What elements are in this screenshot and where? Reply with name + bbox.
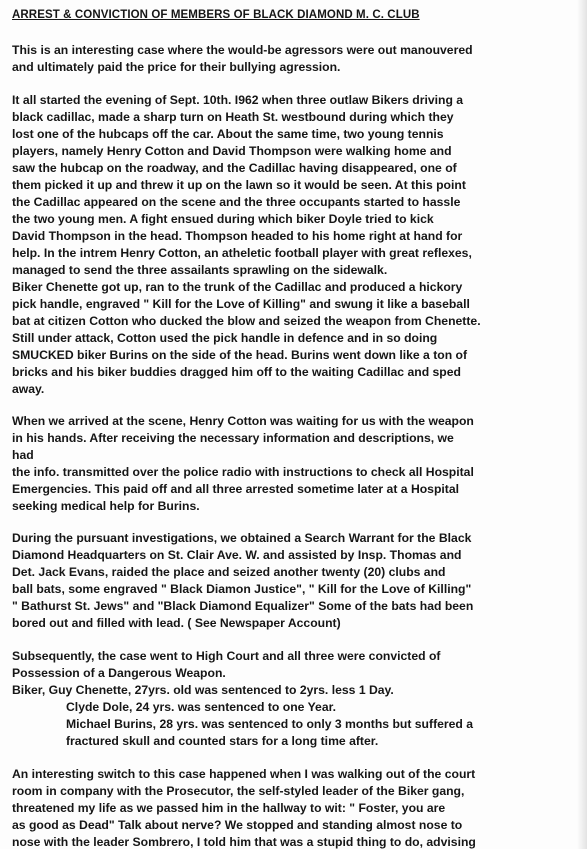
- text-line: When we arrived at the scene, Henry Cotton was waiting for us with the weapon: [12, 414, 474, 428]
- text-line: ball bats, some engraved " Black Diamon Justice", " Kill for the Love of Killing": [12, 582, 472, 596]
- text-line: Det. Jack Evans, raided the place and seized another twenty (20) clubs and: [12, 565, 446, 579]
- text-line: lost one of the hubcaps off the car. About the same time, two young tennis: [12, 127, 444, 141]
- text-line: Biker Chenette got up, ran to the trunk of the Cadillac and produced a hickory: [12, 280, 463, 294]
- text-line: An interesting switch to this case happened when I was walking out of the court: [12, 767, 476, 781]
- text-line: seeking medical help for Burins.: [12, 499, 200, 513]
- text-line: During the pursuant investigations, we obtained a Search Warrant for the Black: [12, 531, 472, 545]
- text-line: bat at citizen Cotton who ducked the blow and seized the weapon from Chenette.: [12, 314, 481, 328]
- text-line: Michael Burins, 28 yrs. was sentenced to only 3 months but suffered a: [66, 717, 474, 731]
- text-line: David Thompson in the head. Thompson headed to his home right at hand for: [12, 229, 463, 243]
- text-line: bricks and his biker buddies dragged him off to the waiting Cadillac and sped: [12, 365, 461, 379]
- text-line: threatened my life as we passed him in the hallway to wit: " Foster, you are: [12, 801, 446, 815]
- text-line: black cadillac, made a sharp turn on Heath St. westbound during which they: [12, 110, 454, 124]
- text-line: saw the hubcap on the roadway, and the Cadillac having disappeared, one of: [12, 161, 457, 175]
- text-line: help. In the intrem Henry Cotton, an atheletic football player with great reflexes,: [12, 246, 472, 260]
- text-line: Diamond Headquarters on St. Clair Ave. W. and assisted by Insp. Thomas and: [12, 548, 462, 562]
- text-line: the Cadillac appeared on the scene and the three occupants started to hassle: [12, 195, 461, 209]
- text-line: in his hands. After receiving the necessary information and descriptions, we: [12, 431, 454, 445]
- scan-edge-shadow: [577, 0, 587, 849]
- text-line: Emergencies. This paid off and all three arrested sometime later at a Hospital: [12, 482, 460, 496]
- text-line: the info. transmitted over the police radio with instructions to check all Hospital: [12, 465, 474, 479]
- text-line: fractured skull and counted stars for a long time after.: [66, 734, 379, 748]
- text-line: away.: [12, 382, 45, 396]
- text-line: Biker, Guy Chenette, 27yrs. old was sentenced to 2yrs. less 1 Day.: [12, 683, 394, 697]
- document-title: ARREST & CONVICTION OF MEMBERS OF BLACK DIAMOND M. C. CLUB: [12, 9, 420, 21]
- text-line: SMUCKED biker Burins on the side of the head. Burins went down like a ton of: [12, 348, 468, 362]
- text-line: pick handle, engraved " Kill for the Love of Killing" and swung it like a baseball: [12, 297, 470, 311]
- text-line: players, namely Henry Cotton and David Thompson were walking home and: [12, 144, 452, 158]
- text-line: Clyde Dole, 24 yrs. was sentenced to one Year.: [66, 700, 337, 714]
- text-line: bored out and filled with lead. ( See Newspaper Account): [12, 616, 341, 630]
- text-line: nose with the leader Sombrero, I told him that was a stupid thing to do, advising: [12, 835, 476, 849]
- text-line: managed to send the three assailants sprawling on the sidewalk.: [12, 263, 388, 277]
- text-line: as good as Dead" Talk about nerve? We stopped and standing almost nose to: [12, 818, 463, 832]
- text-line: Possession of a Dangerous Weapon.: [12, 666, 226, 680]
- text-line: and ultimately paid the price for their bullying agression.: [12, 60, 341, 74]
- text-line: Subsequently, the case went to High Court and all three were convicted of: [12, 649, 441, 663]
- text-line: them picked it up and threw it up on the lawn so it would be seen. At this point: [12, 178, 466, 192]
- text-line: room in company with the Prosecutor, the self-styled leader of the Biker gang,: [12, 784, 465, 798]
- text-line: This is an interesting case where the would-be agressors were out manouvered: [12, 43, 473, 57]
- text-line: had: [12, 448, 34, 462]
- text-line: " Bathurst St. Jews" and "Black Diamond Equalizer" Some of the bats had been: [12, 599, 474, 613]
- text-line: the two young men. A fight ensued during which biker Doyle tried to kick: [12, 212, 434, 226]
- text-line: It all started the evening of Sept. 10th. I962 when three outlaw Bikers driving a: [12, 93, 464, 107]
- text-line: Still under attack, Cotton used the pick handle in defence and in so doing: [12, 331, 438, 345]
